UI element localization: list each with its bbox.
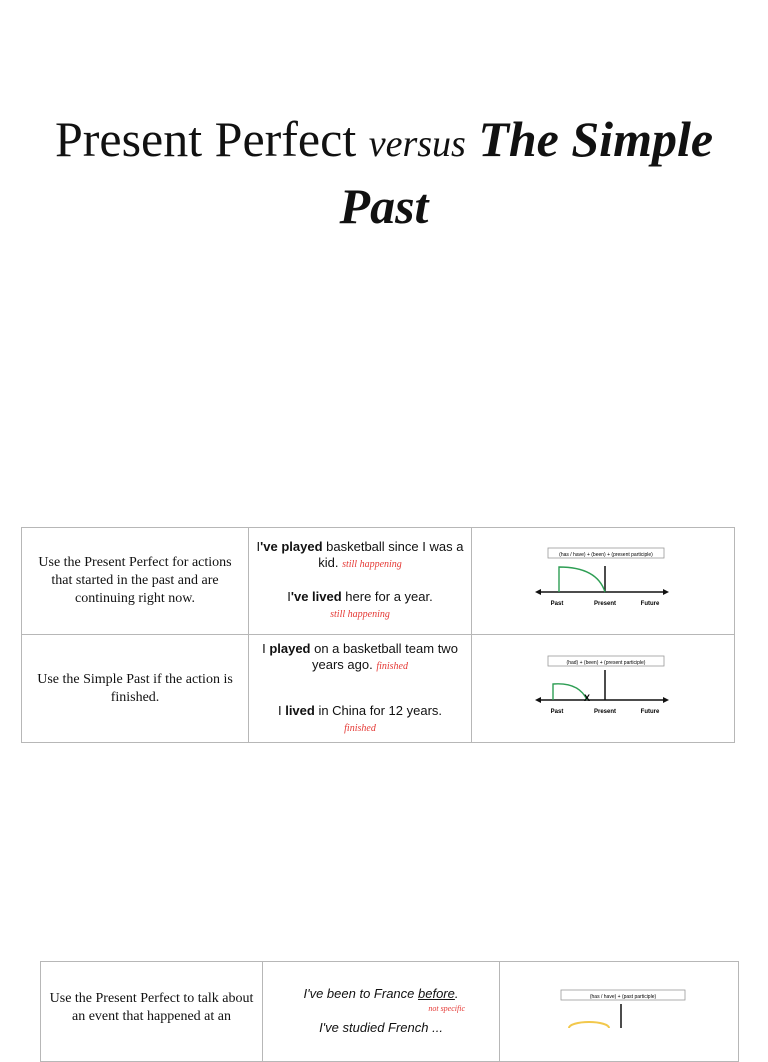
verb-bold: 've lived xyxy=(290,589,342,604)
table-row xyxy=(22,635,735,743)
title-part1: Present Perfect xyxy=(54,111,357,167)
example-text: . xyxy=(454,986,459,1001)
timeline-diagram xyxy=(472,635,735,743)
rule-cell: Use the Present Perfect to talk about an event that happened at an xyxy=(41,962,263,1062)
timeline-diagram xyxy=(500,962,739,1062)
axis-label-future: Future xyxy=(640,708,660,715)
example-cell xyxy=(263,962,500,1062)
example-text: basketball since I was a kid. xyxy=(318,539,464,570)
comparison-table xyxy=(21,527,735,743)
axis-label-past: Past xyxy=(550,708,564,715)
title-part2: The Simple xyxy=(478,111,714,167)
example-text: in China for 12 years. xyxy=(314,702,443,718)
table-row xyxy=(41,962,739,1062)
example-sentence xyxy=(249,589,471,623)
event-mark: X xyxy=(583,692,591,703)
example-sentence xyxy=(249,703,471,737)
axis-label-future: Future xyxy=(640,601,660,607)
example-sentence: I've studied French ... xyxy=(319,1020,443,1035)
example-text: I xyxy=(256,539,261,554)
table-row xyxy=(22,528,735,635)
formula-label: (has / have) + (past participle) xyxy=(589,994,657,1000)
annotation-note: finished xyxy=(344,722,376,734)
annotation-note: not specific xyxy=(428,1004,465,1013)
axis-label-present: Present xyxy=(593,708,617,715)
example-text: I xyxy=(287,589,291,604)
annotation-note: finished xyxy=(376,660,408,672)
formula-label: (has / have) + (been) + (present participle) xyxy=(559,552,653,558)
formula-label: (had) + (been) + (present participle) xyxy=(566,659,646,666)
example-sentence xyxy=(263,986,499,1002)
example-text: I xyxy=(277,702,286,718)
axis-label-present: Present xyxy=(593,601,617,607)
verb-bold: 've played xyxy=(260,539,323,554)
timeline-diagram xyxy=(472,528,735,635)
example-cell xyxy=(249,635,472,743)
example-cell xyxy=(249,528,472,635)
example-text: here for a year. xyxy=(341,589,433,604)
example-text: I've been to France xyxy=(303,986,418,1001)
rule-cell: Use the Simple Past if the action is finished. xyxy=(22,635,249,743)
page-title xyxy=(0,108,768,237)
annotation-note: still happening xyxy=(330,609,390,620)
annotation-note: still happening xyxy=(342,559,402,570)
example-text: I xyxy=(262,640,270,656)
title-versus: versus xyxy=(368,123,466,165)
verb-bold: lived xyxy=(285,702,315,718)
verb-bold: played xyxy=(269,640,311,656)
comparison-table-2 xyxy=(40,961,739,1062)
example-sentence xyxy=(249,641,471,675)
rule-cell: Use the Present Perfect for actions that started in the past and are continuing right now. xyxy=(22,528,249,635)
underlined-word: before xyxy=(418,986,455,1001)
example-text: on a basketball team two years ago. xyxy=(310,640,458,672)
axis-label-past: Past xyxy=(550,601,564,607)
title-part3: Past xyxy=(339,178,429,234)
example-sentence xyxy=(249,539,471,573)
